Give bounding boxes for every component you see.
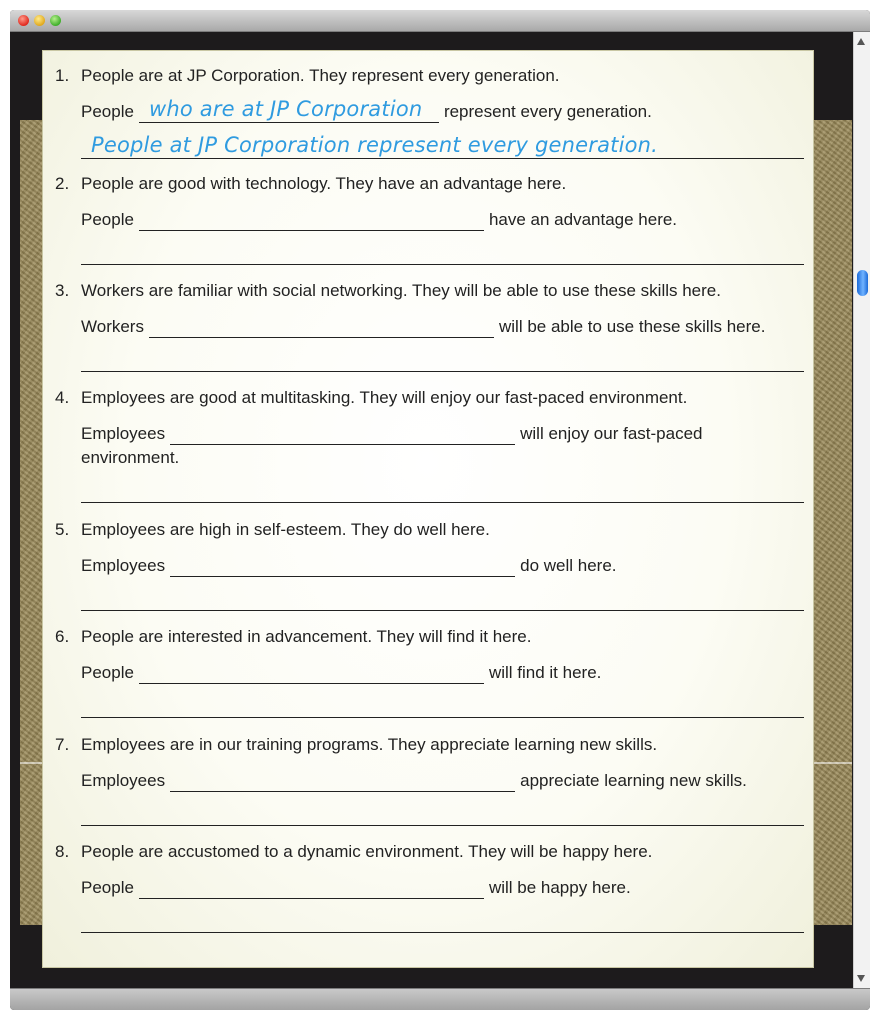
answer-blank[interactable] [149, 318, 494, 338]
answer-blank[interactable] [139, 97, 439, 123]
scroll-down-arrow-icon[interactable] [857, 975, 865, 982]
sentence-tail: will find it here. [488, 663, 602, 682]
handwritten-answer: who are at JP Corporation [148, 97, 423, 121]
sentence-lead: Workers [81, 317, 144, 336]
sentence-lead: Employees [81, 556, 166, 575]
combine-line [81, 97, 652, 123]
sentence-tail: have an advantage here. [488, 210, 678, 229]
combine-line [81, 423, 702, 445]
question-number: 5. [55, 520, 70, 539]
combine-line [81, 555, 617, 577]
combine-line [81, 662, 601, 684]
question-prompt: Employees are high in self-esteem. They do well here. [81, 520, 490, 539]
question-number: 6. [55, 627, 70, 646]
question-prompt: People are accustomed to a dynamic environment. They will be happy here. [81, 842, 653, 861]
sentence-tail: appreciate learning new skills. [520, 771, 747, 790]
combine-line [81, 770, 747, 792]
combine-line [81, 877, 631, 899]
close-window-button[interactable] [18, 15, 29, 26]
sentence-tail: do well here. [520, 556, 617, 575]
answer-line[interactable] [81, 133, 804, 159]
question-prompt: People are good with technology. They have an advantage here. [81, 174, 567, 193]
sentence-lead: People [81, 210, 134, 229]
answer-line[interactable] [81, 243, 804, 265]
sentence-lead: People [81, 663, 134, 682]
scroll-up-arrow-icon[interactable] [857, 38, 865, 45]
answer-line[interactable] [81, 696, 804, 718]
sentence-tail-continued: environment. [81, 448, 180, 467]
combine-line [81, 316, 765, 338]
answer-blank[interactable] [170, 557, 515, 577]
answer-blank[interactable] [170, 772, 515, 792]
answer-line[interactable] [81, 481, 804, 503]
bottom-bar [10, 988, 870, 1010]
answer-line[interactable] [81, 350, 804, 372]
answer-line[interactable] [81, 804, 804, 826]
title-bar [10, 10, 870, 32]
minimize-window-button[interactable] [34, 15, 45, 26]
answer-line[interactable] [81, 911, 804, 933]
sentence-tail: will be happy here. [488, 878, 631, 897]
question-prompt: Employees are in our training programs. They appreciate learning new skills. [81, 735, 658, 754]
sentence-tail: will be able to use these skills here. [498, 317, 766, 336]
question-number: 8. [55, 842, 70, 861]
zoom-window-button[interactable] [50, 15, 61, 26]
sentence-lead: Employees [81, 424, 166, 443]
answer-blank[interactable] [139, 211, 484, 231]
vertical-scrollbar[interactable] [853, 32, 870, 988]
sentence-lead: Employees [81, 771, 166, 790]
question-prompt: People are interested in advancement. They will find it here. [81, 627, 532, 646]
combine-line [81, 209, 677, 231]
question-prompt: People are at JP Corporation. They represent every generation. [81, 66, 560, 85]
answer-blank[interactable] [139, 664, 484, 684]
answer-blank[interactable] [170, 425, 515, 445]
question-prompt: Workers are familiar with social networking. They will be able to use these skills here. [81, 281, 721, 300]
handwritten-answer-line: People at JP Corporation represent every generation. [91, 133, 659, 157]
sentence-lead: People [81, 878, 134, 897]
sentence-tail: will enjoy our fast-paced [520, 424, 703, 443]
scroll-thumb[interactable] [857, 270, 868, 296]
question-number: 4. [55, 388, 70, 407]
question-number: 3. [55, 281, 70, 300]
sentence-lead: People [81, 102, 134, 121]
answer-blank[interactable] [139, 879, 484, 899]
question-number: 2. [55, 174, 70, 193]
question-prompt: Employees are good at multitasking. They will enjoy our fast-paced environment. [81, 388, 688, 407]
question-number: 1. [55, 66, 70, 85]
worksheet-page [42, 50, 814, 968]
answer-line[interactable] [81, 589, 804, 611]
question-number: 7. [55, 735, 70, 754]
sentence-tail: represent every generation. [443, 102, 652, 121]
